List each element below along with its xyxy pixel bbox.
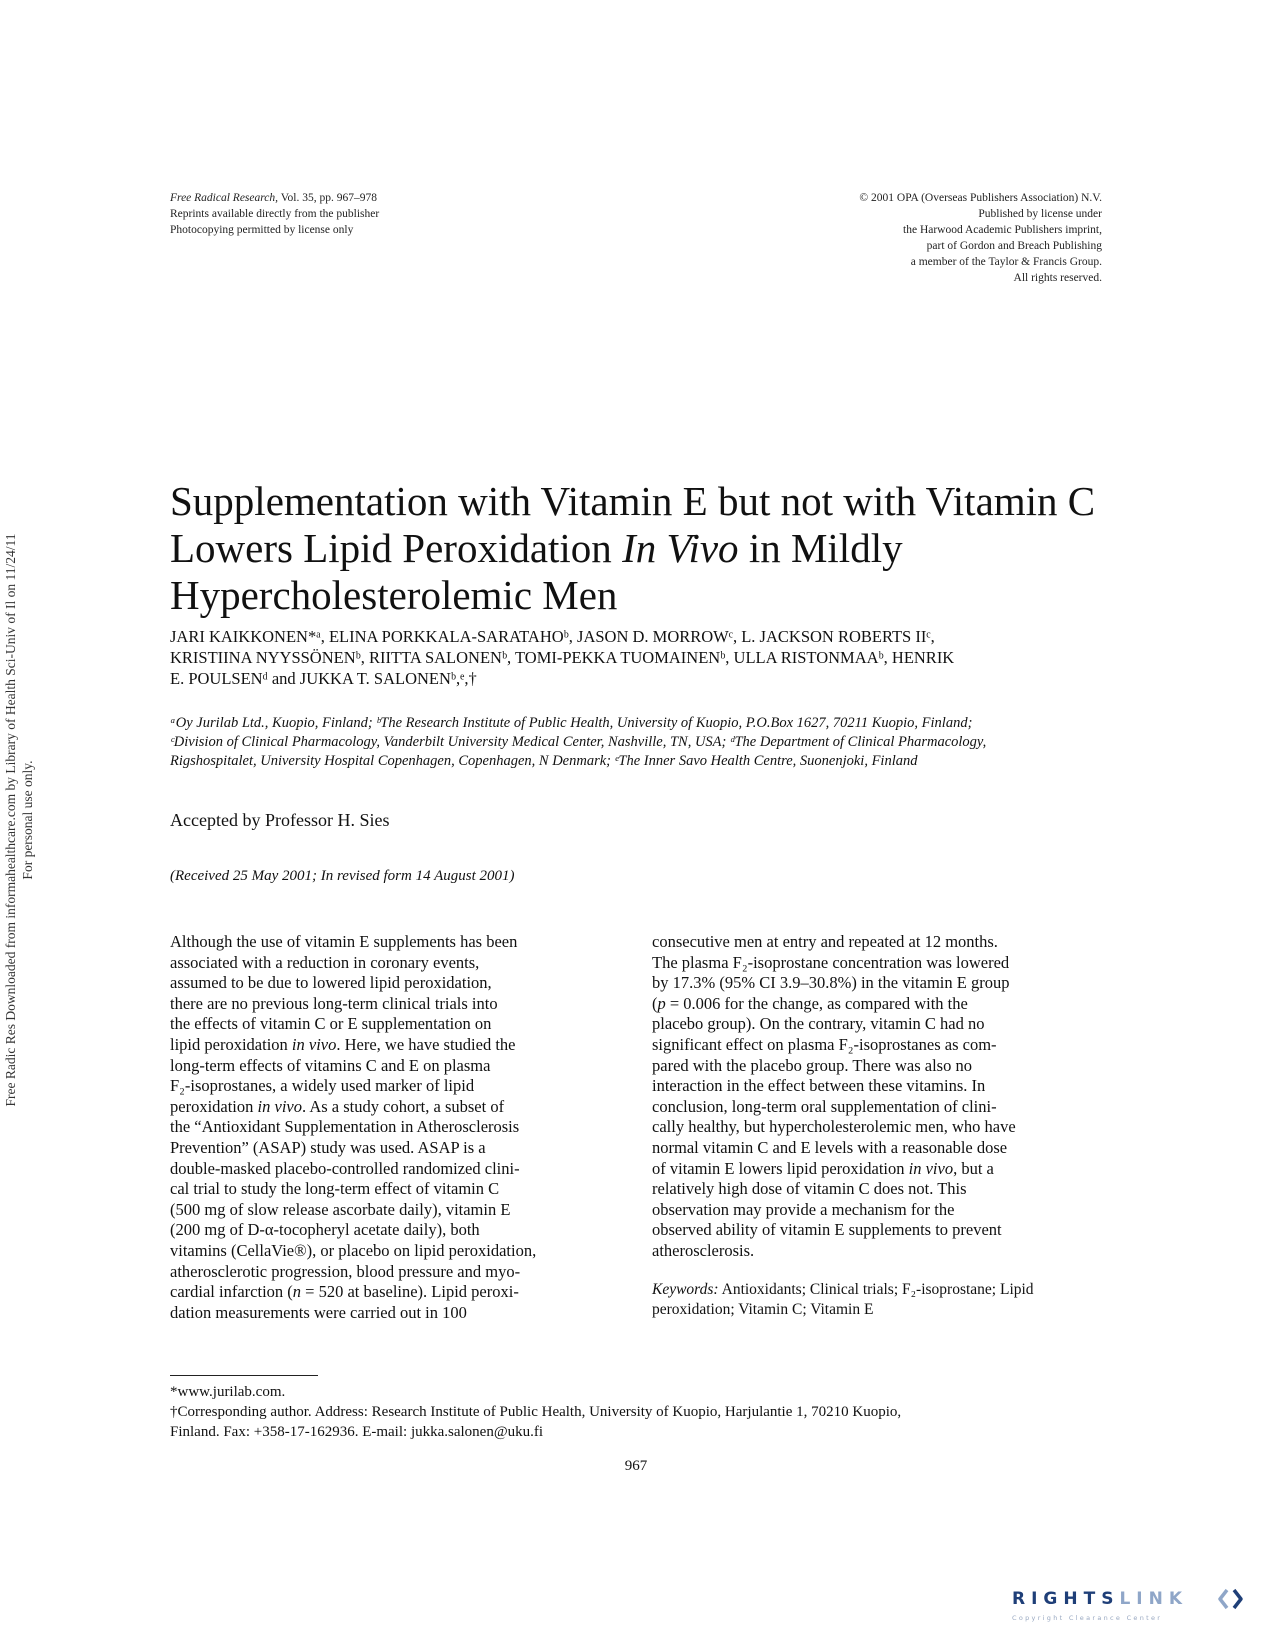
footnote-rule (170, 1375, 318, 1376)
author-line: JARI KAIKKONEN*ᵃ, ELINA PORKKALA-SARATAHOᵇ, JASON D. MORROWᶜ, L. JACKSON ROBERTS IIᶜ, (170, 627, 935, 646)
author-list (170, 626, 1106, 689)
abstract-line: cardial infarction (n = 520 at baseline). Lipid peroxi- (170, 1282, 519, 1302)
title-line: Lowers Lipid Peroxidation In Vivo in Mildly (170, 525, 903, 571)
journal-info (170, 190, 379, 238)
logo-word-rights: RIGHTS (1012, 1589, 1120, 1609)
abstract-line: normal vitamin C and E levels with a reasonable dose (652, 1137, 1008, 1157)
abstract-line: observed ability of vitamin E supplements to prevent (652, 1220, 1002, 1240)
abstract-line: atherosclerosis. (652, 1240, 755, 1260)
rightslink-logo[interactable] (1012, 1589, 1248, 1635)
copyright-line: All rights reserved. (1013, 272, 1102, 284)
abstract-line: assumed to be due to lowered lipid peroxidation, (170, 973, 492, 993)
footnote-contact: Finland. Fax: +358-17-162936. E-mail: jukka.salonen@uku.fi (170, 1424, 544, 1440)
rightslink-arrows-icon (1218, 1587, 1244, 1611)
keywords-text: Antioxidants; Clinical trials; F₂-isoprostane; Lipid (721, 1281, 1034, 1298)
abstract-line: F₂-isoprostanes, a widely used marker of lipid (170, 1076, 475, 1096)
abstract-line: the effects of vitamin C or E supplementation on (170, 1014, 492, 1034)
abstract-line: cally healthy, but hypercholesterolemic men, who have (652, 1117, 1016, 1137)
abstract-line: peroxidation in vivo. As a study cohort, a subset of (170, 1096, 505, 1116)
author-line: E. POULSENᵈ and JUKKA T. SALONENᵇ,ᵉ,† (170, 669, 477, 688)
abstract-line: the “Antioxidant Supplementation in Atherosclerosis (170, 1117, 520, 1137)
keywords-line: peroxidation; Vitamin C; Vitamin E (652, 1301, 874, 1318)
download-stamp-line2: For personal use only. (20, 760, 35, 880)
copyright-info (780, 190, 1102, 286)
title-line: Hypercholesterolemic Men (170, 572, 618, 618)
abstract-line: lipid peroxidation in vivo. Here, we have studied the (170, 1034, 516, 1054)
accepted-by: Accepted by Professor H. Sies (170, 810, 390, 830)
abstract-line: atherosclerotic progression, blood pressure and myo- (170, 1261, 521, 1281)
logo-wordmark (1012, 1589, 1188, 1609)
footnotes (170, 1382, 1110, 1442)
affiliations (170, 714, 1106, 771)
copyright-line: a member of the Taylor & Francis Group. (910, 256, 1102, 268)
affiliation-line: ᵃOy Jurilab Ltd., Kuopio, Finland; ᵇThe Research Institute of Public Health, University of Kuopio, P.O.Box 1627, 70211 Kuopio, Finland; (170, 715, 973, 731)
copyright-line: the Harwood Academic Publishers imprint, (903, 224, 1102, 236)
abstract-line: (200 mg of D-α-tocopheryl acetate daily), both (170, 1220, 480, 1240)
abstract-line: relatively high dose of vitamin C does not. This (652, 1179, 967, 1199)
affiliation-line: Rigshospitalet, University Hospital Copenhagen, Copenhagen, N Denmark; ᵉThe Inner Savo Health Centre, Suonenjoki, Finland (170, 753, 918, 769)
author-line: KRISTIINA NYYSSÖNENᵇ, RIITTA SALONENᵇ, TOMI-PEKKA TUOMAINENᵇ, ULLA RISTONMAAᵇ, HENRIK (170, 648, 955, 667)
keywords-label: Keywords: (652, 1281, 719, 1298)
abstract-line: conclusion, long-term oral supplementation of clini- (652, 1096, 997, 1116)
journal-citation: Free Radical Research, Vol. 35, pp. 967–978 (170, 192, 377, 204)
abstract-line: there are no previous long-term clinical trials into (170, 993, 498, 1013)
download-stamp-line1: Free Radic Res Downloaded from informahealthcare.com by Library of Health Sci-Univ of Il on 11/24/11 (3, 533, 18, 1107)
reprints-note: Reprints available directly from the publisher (170, 208, 380, 220)
abstract-line: placebo group). On the contrary, vitamin C had no (652, 1014, 985, 1034)
copyright-line: part of Gordon and Breach Publishing (926, 240, 1102, 252)
keywords (652, 1280, 1098, 1320)
copyright-line: © 2001 OPA (Overseas Publishers Association) N.V. (859, 192, 1102, 204)
photocopy-note: Photocopying permitted by license only (170, 224, 354, 236)
abstract-line: by 17.3% (95% CI 3.9–30.8%) in the vitamin E group (652, 973, 1010, 993)
abstract-line: long-term effects of vitamins C and E on plasma (170, 1055, 491, 1075)
logo-word-link: LINK (1119, 1589, 1188, 1609)
abstract-line: associated with a reduction in coronary events, (170, 952, 480, 972)
abstract-line: vitamins (CellaVie®), or placebo on lipid peroxidation, (170, 1240, 537, 1260)
abstract-column-right (652, 932, 1098, 1262)
abstract-line: dation measurements were carried out in 100 (170, 1302, 467, 1322)
abstract-line: of vitamin E lowers lipid peroxidation in vivo, but a (652, 1158, 994, 1178)
abstract-line: (500 mg of slow release ascorbate daily), vitamin E (170, 1199, 511, 1219)
keywords-line (652, 1280, 1098, 1300)
abstract-line: The plasma F₂-isoprostane concentration was lowered (652, 952, 1010, 972)
abstract-line: consecutive men at entry and repeated at 12 months. (652, 932, 998, 951)
logo-subtitle: Copyright Clearance Center (1012, 1614, 1163, 1622)
affiliation-line: ᶜDivision of Clinical Pharmacology, Vanderbilt University Medical Center, Nashville, TN, USA; ᵈThe Department of Clinical Pharmacology, (170, 734, 987, 750)
received-dates: (Received 25 May 2001; In revised form 14 August 2001) (170, 868, 515, 884)
article-title (170, 478, 1110, 619)
footnote-corresponding: †Corresponding author. Address: Research Institute of Public Health, University of Kuopio, Harjulantie 1, 70210 Kuopio, (170, 1404, 902, 1420)
abstract-line: Although the use of vitamin E supplements has been (170, 932, 518, 951)
page-number: 967 (624, 1458, 648, 1474)
footnote-url[interactable]: *www.jurilab.com. (170, 1384, 286, 1400)
abstract-line: Prevention” (ASAP) study was used. ASAP is a (170, 1137, 486, 1157)
abstract-line: observation may provide a mechanism for the (652, 1199, 955, 1219)
abstract-column-left (170, 932, 614, 1323)
abstract-line: interaction in the effect between these vitamins. In (652, 1076, 986, 1096)
download-stamp (2, 460, 36, 1180)
abstract-line: pared with the placebo group. There was also no (652, 1055, 972, 1075)
copyright-line: Published by license under (978, 208, 1102, 220)
abstract-line: (p = 0.006 for the change, as compared with the (652, 993, 968, 1013)
abstract-line: double-masked placebo-controlled randomized clini- (170, 1158, 520, 1178)
abstract-line: significant effect on plasma F₂-isoprostanes as com- (652, 1034, 997, 1054)
abstract-line: cal trial to study the long-term effect of vitamin C (170, 1179, 500, 1199)
title-line: Supplementation with Vitamin E but not with Vitamin C (170, 478, 1096, 524)
